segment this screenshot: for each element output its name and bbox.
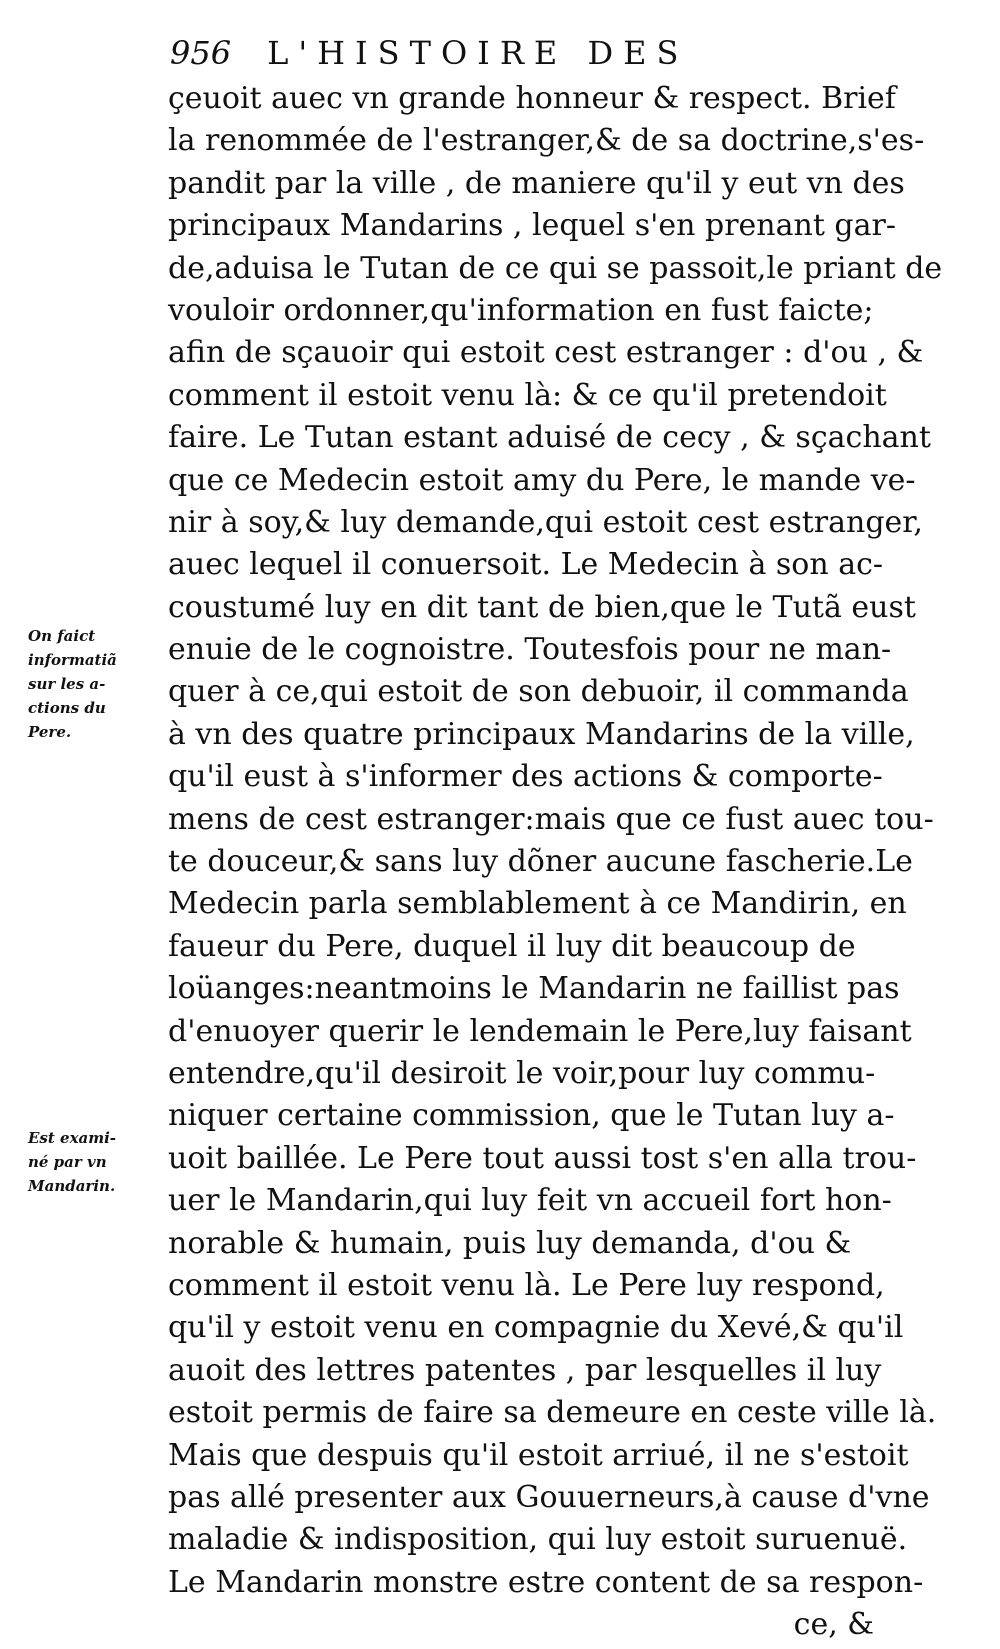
marginal-note-examination bbox=[28, 1126, 160, 1198]
text-line: afin de sçauoir qui estoit cest estranger : d'ou , & bbox=[168, 335, 924, 371]
text-line: vouloir ordonner,qu'information en fust faicte; bbox=[168, 292, 874, 328]
marginal-note-information bbox=[28, 624, 160, 744]
text-line: maladie & indisposition, qui luy estoit suruenuë. bbox=[168, 1522, 908, 1558]
marginal-note-line: informatiã bbox=[28, 651, 117, 669]
text-line: Le Mandarin monstre estre content de sa respon- bbox=[168, 1564, 924, 1600]
text-line: auoit des lettres patentes , par lesquelles il luy bbox=[168, 1352, 882, 1388]
text-line: principaux Mandarins , lequel s'en prenant gar- bbox=[168, 208, 896, 244]
marginal-note-line: sur les a- bbox=[28, 675, 106, 693]
text-line: à vn des quatre principaux Mandarins de la ville, bbox=[168, 716, 915, 752]
text-line: que ce Medecin estoit amy du Pere, le mande ve- bbox=[168, 462, 916, 498]
text-line: faire. Le Tutan estant aduisé de cecy , & sçachant bbox=[168, 420, 931, 456]
text-line: qu'il eust à s'informer des actions & comporte- bbox=[168, 759, 883, 795]
page-number: 956 bbox=[170, 34, 232, 72]
text-line: la renommée de l'estranger,& de sa doctrine,s'es- bbox=[168, 123, 925, 159]
running-head bbox=[170, 34, 870, 80]
text-line: qu'il y estoit venu en compagnie du Xevé,& qu'il bbox=[168, 1310, 904, 1346]
text-line: Mais que despuis qu'il estoit arriué, il ne s'estoit bbox=[168, 1437, 909, 1473]
text-line: pandit par la ville , de maniere qu'il y eut vn des bbox=[168, 165, 905, 201]
catchword: ce, & bbox=[793, 1607, 874, 1643]
marginal-note-line: Est exami- bbox=[28, 1129, 117, 1147]
marginal-note-line: Mandarin. bbox=[28, 1177, 116, 1195]
text-line: niquer certaine commission, que le Tutan luy a- bbox=[168, 1098, 895, 1134]
text-line: estoit permis de faire sa demeure en ceste ville là. bbox=[168, 1395, 937, 1431]
text-line: coustumé luy en dit tant de bien,que le Tutã eust bbox=[168, 589, 916, 625]
marginal-note-line: On faict bbox=[28, 627, 96, 645]
text-line: Medecin parla semblablement à ce Mandirin, en bbox=[168, 886, 907, 922]
text-line: comment il estoit venu là: & ce qu'il pretendoit bbox=[168, 377, 887, 413]
text-line: mens de cest estranger:mais que ce fust auec tou- bbox=[168, 801, 934, 837]
text-line: te douceur,& sans luy dõner aucune fascherie.Le bbox=[168, 844, 913, 880]
text-line: uoit baillée. Le Pere tout aussi tost s'en alla trou- bbox=[168, 1140, 917, 1176]
text-line: comment il estoit venu là. Le Pere luy respond, bbox=[168, 1267, 885, 1303]
body-text bbox=[168, 78, 943, 1646]
marginal-note-line: Pere. bbox=[28, 723, 72, 741]
text-line: çeuoit auec vn grande honneur & respect. Brief bbox=[168, 81, 896, 116]
text-line: pas allé presenter aux Gouuerneurs,à cause d'vne bbox=[168, 1479, 930, 1515]
text-line: d'enuoyer querir le lendemain le Pere,luy faisant bbox=[168, 1013, 912, 1049]
text-line: auec lequel il conuersoit. Le Medecin à son ac- bbox=[168, 547, 884, 583]
marginal-note-line: ctions du bbox=[28, 699, 106, 717]
text-line: loüanges:neantmoins le Mandarin ne faillist pas bbox=[168, 971, 900, 1007]
text-line: norable & humain, puis luy demanda, d'ou & bbox=[168, 1225, 852, 1261]
running-title: L'HISTOIRE DES bbox=[267, 34, 689, 72]
text-line: enuie de le cognoistre. Toutesfois pour ne man- bbox=[168, 632, 892, 668]
text-line: entendre,qu'il desiroit le voir,pour luy commu- bbox=[168, 1055, 876, 1091]
text-line: de,aduisa le Tutan de ce qui se passoit,le priant de bbox=[168, 250, 943, 286]
text-line: uer le Mandarin,qui luy feit vn accueil fort hon- bbox=[168, 1183, 892, 1219]
marginal-note-line: né par vn bbox=[28, 1153, 107, 1171]
text-line: faueur du Pere, duquel il luy dit beaucoup de bbox=[168, 928, 856, 964]
text-line: quer à ce,qui estoit de son debuoir, il commanda bbox=[168, 674, 909, 710]
text-line: nir à soy,& luy demande,qui estoit cest estranger, bbox=[168, 504, 923, 540]
